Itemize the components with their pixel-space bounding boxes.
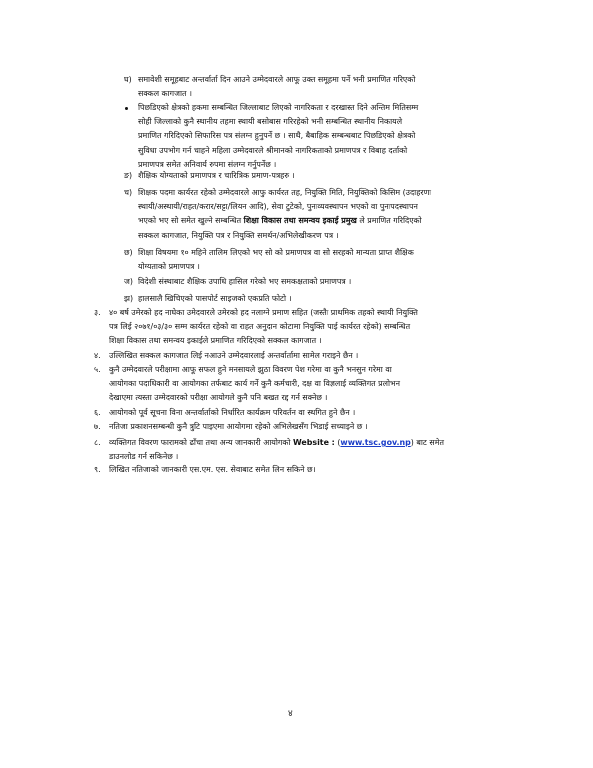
item-line: सोही जिल्लाको कुनै स्थानीय तहमा स्थायी बसोबास गरिरहेको भनी सम्बन्धित स्थानीय निकायले [138,117,403,127]
item-marker: छ) [124,248,133,257]
item-line: पिछडिएको क्षेत्रको हकमा सम्बन्धित जिल्लाबाट लिएको नागरिकता र दरखास्त दिने अन्तिम मितिसम्म [138,103,419,112]
item-marker: ४. [94,351,101,360]
item-marker: च) [124,188,133,197]
item-marker: ३. [94,308,101,317]
item-line: उल्लिखित सक्कल कागजात लिई नआउने उम्मेदवारलाई अन्तर्वार्तामा सामेल गराइने छैन । [109,351,359,360]
item-line: आयोगका पदाधिकारी वा आयोगका तर्फबाट कार्य गर्ने कुनै कर्मचारी, दक्ष वा विज्ञलाई व्यक्तिगत प्रलोभन [109,379,400,389]
item-marker: ५. [94,365,101,374]
item-line: विदेशी संस्थाबाट शैक्षिक उपाधि हासिल गरेको भए समकक्षताको प्रमाणपत्र । [138,277,352,286]
item-line: शिक्षा विकास तथा समन्वय इकाईले प्रमाणित गरिदिएको सक्कल कागजात । [109,336,322,346]
item-line: प्रमाणपत्र समेत अनिवार्य रुपमा संलग्न गर्नुपर्नेछ । [138,159,277,169]
item-line: भएको भए सो समेत खुल्ने सम्बन्धित शिक्षा विकास तथा समन्वय इकाई प्रमुख ले प्रमाणित गरिदिएको [138,216,422,226]
bold-text: Website : [292,438,335,447]
item-line: हालसालै खिचिएको पासपोर्ट साइजको एकप्रति फोटो । [138,294,292,303]
item-marker: ७. [94,422,101,431]
item-line: नतिजा प्रकाशनसम्बन्धी कुनै त्रुटि पाइएमा आयोगमा रहेको अभिलेखसँग भिडाई सच्याइने छ । [109,422,368,431]
item-marker: ङ) [124,171,133,180]
item-line: डाउनलोड गर्न सकिनेछ । [109,452,179,462]
item-line: योग्यताको प्रमाणपत्र । [138,262,200,272]
item-line: सुविधा उपभोग गर्न चाहने महिला उम्मेदवारले श्रीमानको नागरिकताको प्रमाणपत्र र विबाह दर्ताको [138,145,408,155]
item-line: व्यक्तिगत विवरण फारामको ढाँचा तथा अन्य जानकारी आयोगको Website : (www.tsc.gov.np) बाट समेत [109,438,444,447]
item-marker: ९. [94,465,101,474]
item-line: स्थायी/अस्थायी/राहत/करार/सट्टा/लियन आदि), सेवा टुटेको, पुनःव्यवस्थापन भएको वा पुनःपदस्थापन [138,202,418,212]
item-line: सक्कल कागजात, नियुक्ति पत्र र नियुक्ति समर्थन/अभिलेखीकरण पत्र । [138,230,339,240]
website-link[interactable]: www.tsc.gov.np [340,438,411,447]
item-line: लिखित नतिजाको जानकारी एस.एम. एस. सेवाबाट समेत लिन सकिने छ। [109,465,316,474]
item-line: शिक्षक पदमा कार्यरत रहेको उम्मेदवारले आफु कार्यरत तह, नियुक्ति मिति, नियुक्तिको किसिम (उदाहरणः [138,188,431,197]
item-line: कुनै उम्मेदवारले परीक्षामा आफू सफल हुने मनसायले झुठा विवरण पेश गरेमा वा कुनै भनसुन गरेमा वा [109,365,392,374]
item-line: शैक्षिक योग्यताको प्रमाणपत्र र चारित्रिक प्रमाण-पत्रहरु । [138,171,295,180]
item-marker: ज) [124,277,133,286]
item-line: प्रमाणित गरिदिएको सिफारिस पत्र संलग्न हुनुपर्ने छ । साथै, बैबाहिक सम्बन्धबाट पिछडिएको क्षेत्रको [138,131,416,141]
item-line: सक्कल कागजात । [138,89,192,99]
item-line: आयोगको पूर्व सूचना विना अन्तर्वार्ताको निर्धारित कार्यक्रम परिवर्तन वा स्थगित हुने छैन । [109,408,356,417]
item-marker: ६. [94,408,101,417]
item-line: ४० बर्ष उमेरको हद नाघेका उमेदवारले उमेरको हद नलाग्ने प्रमाण सहित (जस्तैः प्राथमिक तहको स्थायी नियुक्ति [109,308,418,317]
item-marker: ८. [94,438,101,447]
item-line: समावेशी समूहबाट अन्तर्वार्ता दिन आउने उम्मेदवारले आफू उक्त समूहमा पर्ने भनी प्रमाणित गरिएको [138,75,416,84]
item-marker: घ) [124,75,132,84]
item-line: पत्र लिई २०७१/०३/३० सम्म कार्यरत रहेको वा राहत अनुदान कोटामा नियुक्ति पाई कार्यरत रहेको) सम्बन्धित [109,322,411,332]
bullet-icon [125,107,128,110]
bold-text: शिक्षा विकास तथा समन्वय इकाई प्रमुख [243,216,357,226]
item-marker: झ) [124,294,134,303]
page-number: ४ [288,709,293,719]
item-line: देखाएमा त्यस्ता उम्मेदवारको परीक्षा आयोगले कुनै पनि बखत रद्द गर्न सक्नेछ । [109,393,328,403]
item-line: शिक्षा विषयमा १० महिने तालिम लिएको भए सो को प्रमाणपत्र वा सो सरहको मान्यता प्राप्त शैक्षिक [138,248,414,257]
